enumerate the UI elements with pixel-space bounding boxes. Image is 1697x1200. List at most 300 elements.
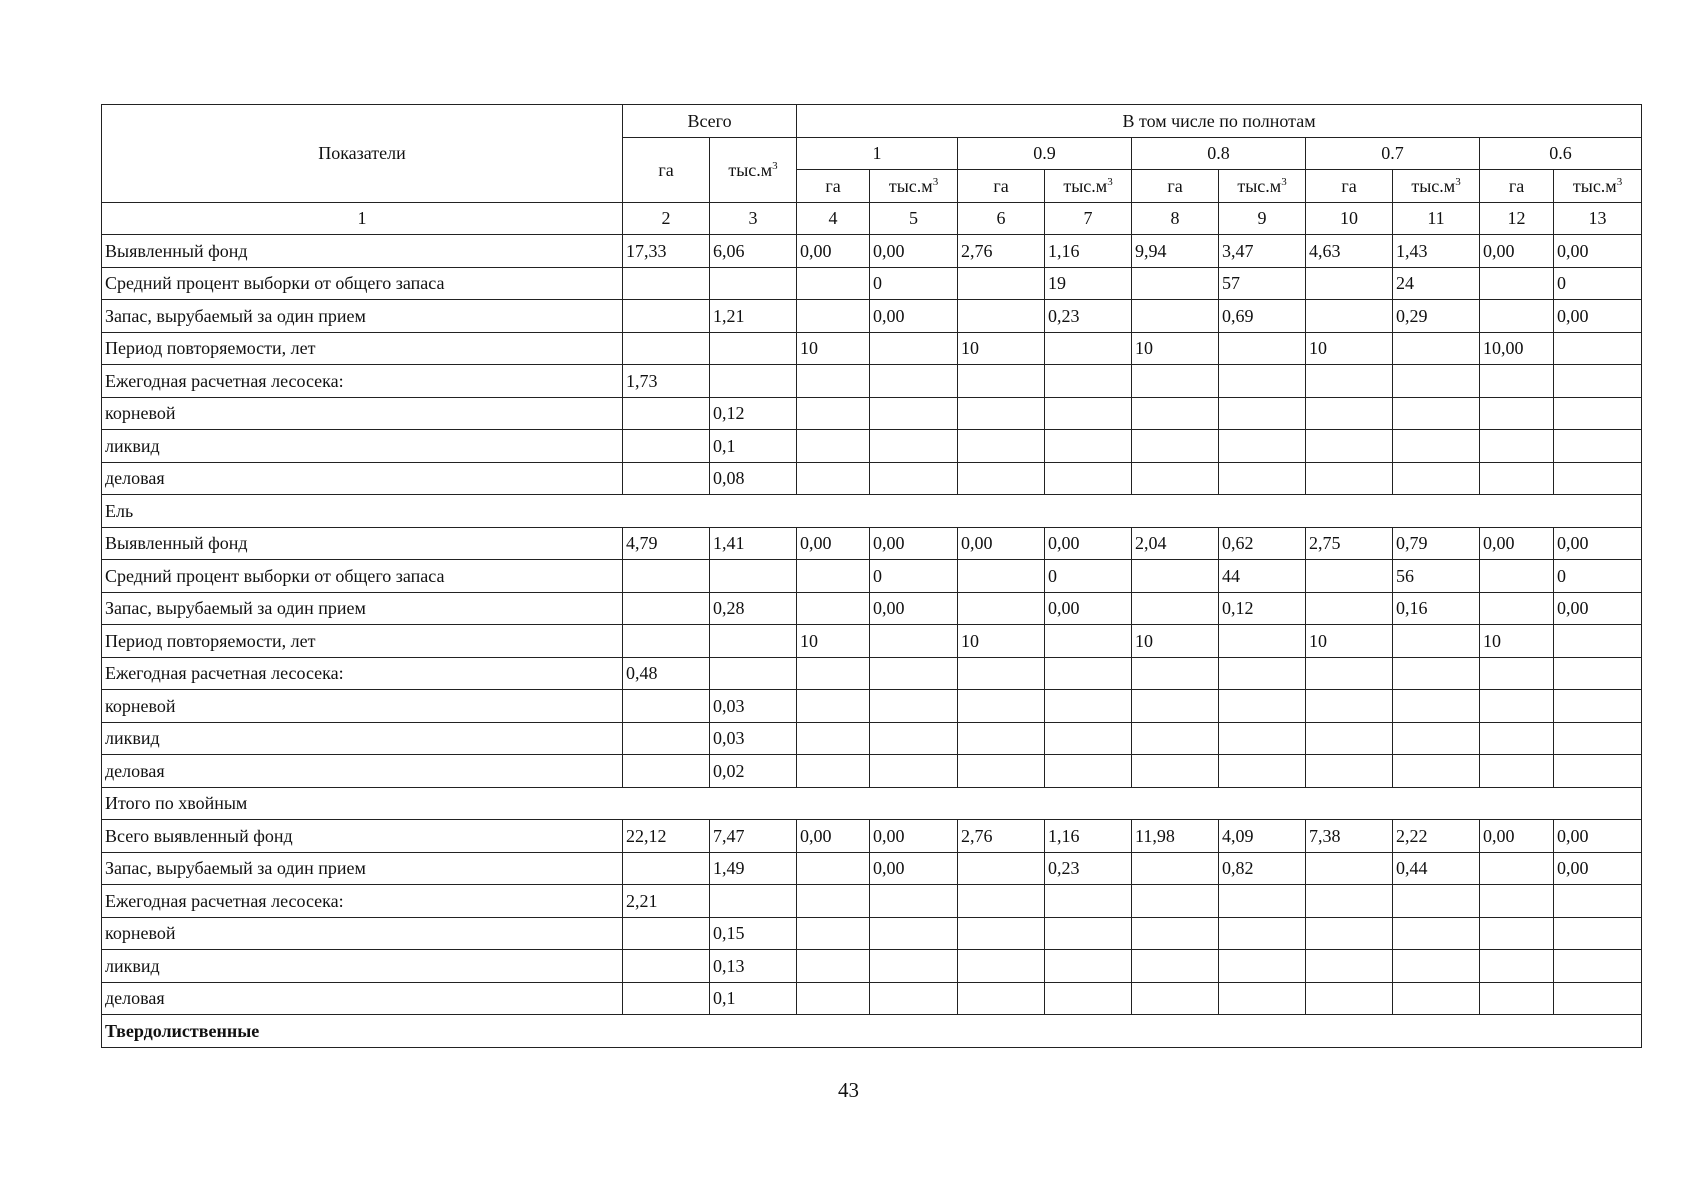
table-row	[102, 820, 1642, 853]
table-cell: 0,23	[1045, 852, 1132, 885]
table-cell: 3,47	[1219, 235, 1306, 268]
row-label: Выявленный фонд	[102, 235, 623, 268]
table-cell	[1306, 267, 1393, 300]
table-cell: 0,29	[1393, 300, 1480, 333]
header-density-0-6: 0.6	[1480, 137, 1642, 170]
table-row	[102, 657, 1642, 690]
table-cell	[623, 722, 710, 755]
table-cell	[797, 885, 870, 918]
table-cell	[797, 462, 870, 495]
table-cell	[870, 625, 958, 658]
table-cell: 10	[1306, 625, 1393, 658]
table-cell: 56	[1393, 560, 1480, 593]
header-density-1: 1	[797, 137, 958, 170]
table-cell	[1480, 722, 1554, 755]
table-cell	[1132, 657, 1219, 690]
table-cell	[623, 430, 710, 463]
table-cell	[958, 560, 1045, 593]
row-label: Запас, вырубаемый за один прием	[102, 852, 623, 885]
table-cell	[1554, 365, 1642, 398]
table-cell	[1480, 365, 1554, 398]
table-cell	[1393, 430, 1480, 463]
table-cell: 10	[1132, 625, 1219, 658]
table-cell	[1045, 430, 1132, 463]
row-label: Средний процент выборки от общего запаса	[102, 560, 623, 593]
section-row	[102, 787, 1642, 820]
table-cell: 0,03	[710, 722, 797, 755]
table-cell: 2,21	[623, 885, 710, 918]
table-cell	[1554, 755, 1642, 788]
table-cell	[623, 917, 710, 950]
table-cell	[623, 397, 710, 430]
table-cell	[1554, 657, 1642, 690]
table-cell	[1045, 365, 1132, 398]
table-cell	[1219, 462, 1306, 495]
table-cell: 0,00	[1554, 592, 1642, 625]
row-label: Средний процент выборки от общего запаса	[102, 267, 623, 300]
table-cell: 0,00	[870, 592, 958, 625]
table-cell	[958, 430, 1045, 463]
table-cell	[710, 625, 797, 658]
table-cell: 1,73	[623, 365, 710, 398]
column-number: 9	[1219, 202, 1306, 235]
table-cell	[623, 332, 710, 365]
row-label: Период повторяемости, лет	[102, 332, 623, 365]
table-cell	[1219, 365, 1306, 398]
table-cell: 2,75	[1306, 527, 1393, 560]
table-cell: 0,48	[623, 657, 710, 690]
table-cell: 0,13	[710, 950, 797, 983]
table-row	[102, 300, 1642, 333]
table-cell	[1219, 950, 1306, 983]
table-cell	[710, 332, 797, 365]
table-cell	[958, 690, 1045, 723]
table-cell	[797, 982, 870, 1015]
header-unit-vol: $тыс.м^3$	[1393, 170, 1480, 203]
header-unit-ha: га	[1480, 170, 1554, 203]
table-cell: 1,49	[710, 852, 797, 885]
table-cell: 11,98	[1132, 820, 1219, 853]
row-label: Ежегодная расчетная лесосека:	[102, 657, 623, 690]
table-cell	[623, 690, 710, 723]
forest-fund-table	[101, 104, 1642, 1048]
table-cell	[1480, 462, 1554, 495]
table-cell: 0,00	[1480, 235, 1554, 268]
table-cell	[623, 560, 710, 593]
table-cell	[1480, 950, 1554, 983]
table-cell	[797, 430, 870, 463]
table-cell	[958, 917, 1045, 950]
table-cell	[1554, 430, 1642, 463]
table-cell: 7,47	[710, 820, 797, 853]
table-cell	[797, 657, 870, 690]
row-label: деловая	[102, 982, 623, 1015]
table-cell	[1132, 397, 1219, 430]
table-cell	[870, 885, 958, 918]
table-cell	[1132, 950, 1219, 983]
table-cell	[710, 267, 797, 300]
table-row	[102, 527, 1642, 560]
table-cell	[1393, 462, 1480, 495]
table-cell	[797, 950, 870, 983]
table-cell	[958, 462, 1045, 495]
table-cell	[797, 755, 870, 788]
header-unit-vol: $тыс.м^3$	[1219, 170, 1306, 203]
table-cell: 0	[870, 560, 958, 593]
table-cell	[623, 592, 710, 625]
table-cell: 0,00	[870, 820, 958, 853]
table-cell	[1045, 917, 1132, 950]
table-cell: 1,43	[1393, 235, 1480, 268]
row-label: Запас, вырубаемый за один прием	[102, 592, 623, 625]
row-label: Период повторяемости, лет	[102, 625, 623, 658]
table-cell	[1306, 755, 1393, 788]
table-cell: 0,12	[710, 397, 797, 430]
table-cell	[1306, 365, 1393, 398]
table-cell: 0,1	[710, 982, 797, 1015]
table-cell	[1045, 690, 1132, 723]
table-cell	[870, 755, 958, 788]
table-cell	[1306, 462, 1393, 495]
header-total-vol: $тыс.м^3$	[710, 137, 797, 202]
table-row	[102, 722, 1642, 755]
table-cell: 0	[1045, 560, 1132, 593]
table-cell	[623, 982, 710, 1015]
table-cell: 10	[1132, 332, 1219, 365]
header-density-0-8: 0.8	[1132, 137, 1306, 170]
table-cell: 1,41	[710, 527, 797, 560]
table-cell	[1306, 885, 1393, 918]
table-cell	[623, 852, 710, 885]
table-cell	[1219, 917, 1306, 950]
table-cell	[710, 365, 797, 398]
table-cell	[1306, 592, 1393, 625]
table-cell	[1219, 657, 1306, 690]
table-cell	[1480, 755, 1554, 788]
table-cell	[1132, 267, 1219, 300]
table-cell	[1219, 722, 1306, 755]
header-total-ha: га	[623, 137, 710, 202]
table-cell: 0,00	[870, 852, 958, 885]
table-cell	[1554, 982, 1642, 1015]
table-cell	[1306, 430, 1393, 463]
table-cell	[1554, 722, 1642, 755]
table-cell	[1219, 755, 1306, 788]
table-cell: 0	[1554, 560, 1642, 593]
table-cell: 2,22	[1393, 820, 1480, 853]
table-cell	[1306, 300, 1393, 333]
table-cell: 0,00	[797, 235, 870, 268]
table-cell	[1554, 462, 1642, 495]
table-cell: 0	[1554, 267, 1642, 300]
table-cell	[797, 722, 870, 755]
table-cell	[1219, 430, 1306, 463]
table-cell	[870, 657, 958, 690]
table-cell	[797, 917, 870, 950]
table-cell	[1554, 950, 1642, 983]
table-cell: 10	[1306, 332, 1393, 365]
table-cell: 0,00	[1045, 592, 1132, 625]
table-cell	[1480, 300, 1554, 333]
table-cell	[1393, 365, 1480, 398]
table-cell	[797, 852, 870, 885]
table-cell	[797, 560, 870, 593]
table-cell	[1480, 852, 1554, 885]
table-cell	[797, 592, 870, 625]
table-cell	[1132, 690, 1219, 723]
table-cell	[1045, 657, 1132, 690]
table-cell	[1132, 852, 1219, 885]
table-cell	[1480, 267, 1554, 300]
table-cell	[1554, 885, 1642, 918]
table-cell	[1306, 950, 1393, 983]
table-cell: 0,82	[1219, 852, 1306, 885]
table-cell: 0,79	[1393, 527, 1480, 560]
section-row	[102, 495, 1642, 528]
section-row	[102, 1015, 1642, 1048]
column-number: 2	[623, 202, 710, 235]
table-cell	[1306, 397, 1393, 430]
table-cell: 0,44	[1393, 852, 1480, 885]
table-cell	[1132, 365, 1219, 398]
table-row	[102, 625, 1642, 658]
table-cell	[958, 885, 1045, 918]
header-unit-ha: га	[958, 170, 1045, 203]
table-cell	[958, 592, 1045, 625]
table-cell	[958, 852, 1045, 885]
table-row	[102, 365, 1642, 398]
table-cell	[1554, 917, 1642, 950]
row-label: корневой	[102, 690, 623, 723]
table-cell	[1132, 300, 1219, 333]
table-cell	[870, 397, 958, 430]
header-unit-vol: $тыс.м^3$	[1554, 170, 1642, 203]
table-row	[102, 267, 1642, 300]
table-cell	[870, 365, 958, 398]
table-cell	[623, 462, 710, 495]
table-cell: 2,76	[958, 235, 1045, 268]
table-cell: 10	[1480, 625, 1554, 658]
table-cell	[1045, 885, 1132, 918]
table-cell	[958, 657, 1045, 690]
table-cell	[797, 365, 870, 398]
table-cell: 0,00	[870, 235, 958, 268]
table-cell	[958, 982, 1045, 1015]
table-cell	[870, 690, 958, 723]
table-cell: 10	[797, 332, 870, 365]
table-cell	[1480, 657, 1554, 690]
row-label: ликвид	[102, 950, 623, 983]
table-cell	[1480, 592, 1554, 625]
table-cell: 0,00	[1045, 527, 1132, 560]
header-unit-ha: га	[1132, 170, 1219, 203]
table-row	[102, 982, 1642, 1015]
table-cell: 7,38	[1306, 820, 1393, 853]
table-cell: 0	[870, 267, 958, 300]
table-cell: 22,12	[623, 820, 710, 853]
table-cell: 0,00	[958, 527, 1045, 560]
table-cell: 24	[1393, 267, 1480, 300]
header-unit-ha: га	[1306, 170, 1393, 203]
table-cell: 4,09	[1219, 820, 1306, 853]
table-cell	[1306, 852, 1393, 885]
column-number: 12	[1480, 202, 1554, 235]
table-cell: 0,62	[1219, 527, 1306, 560]
row-label: корневой	[102, 397, 623, 430]
table-cell: 10	[958, 625, 1045, 658]
row-label: корневой	[102, 917, 623, 950]
table-cell: 1,21	[710, 300, 797, 333]
table-cell	[1393, 690, 1480, 723]
table-cell	[958, 397, 1045, 430]
row-label: Выявленный фонд	[102, 527, 623, 560]
table-cell	[870, 722, 958, 755]
header-indicators: Показатели	[102, 105, 623, 203]
page-number: 43	[838, 1078, 859, 1102]
table-cell	[1306, 690, 1393, 723]
header-density-0-7: 0.7	[1306, 137, 1480, 170]
table-cell	[1393, 722, 1480, 755]
table-cell: 2,76	[958, 820, 1045, 853]
table-cell	[1045, 722, 1132, 755]
table-cell: 4,79	[623, 527, 710, 560]
table-cell: 0,12	[1219, 592, 1306, 625]
table-cell	[1554, 397, 1642, 430]
table-cell: 0,00	[797, 820, 870, 853]
table-cell	[1393, 950, 1480, 983]
table-cell	[1554, 625, 1642, 658]
table-cell	[870, 950, 958, 983]
table-cell	[1045, 332, 1132, 365]
table-cell	[1306, 657, 1393, 690]
column-number: 5	[870, 202, 958, 235]
table-cell: 44	[1219, 560, 1306, 593]
table-row	[102, 560, 1642, 593]
table-cell: 0,23	[1045, 300, 1132, 333]
table-row	[102, 332, 1642, 365]
column-number: 3	[710, 202, 797, 235]
table-row	[102, 430, 1642, 463]
header-unit-vol: $тыс.м^3$	[1045, 170, 1132, 203]
table-cell	[1045, 462, 1132, 495]
table-cell	[1554, 690, 1642, 723]
table-cell	[958, 365, 1045, 398]
table-cell	[797, 300, 870, 333]
column-number: 1	[102, 202, 623, 235]
table-cell	[1393, 332, 1480, 365]
table-cell	[1132, 885, 1219, 918]
table-row	[102, 885, 1642, 918]
table-cell	[870, 462, 958, 495]
column-number: 11	[1393, 202, 1480, 235]
table-cell	[870, 332, 958, 365]
table-cell: 4,63	[1306, 235, 1393, 268]
table-cell	[1219, 885, 1306, 918]
table-cell	[1554, 332, 1642, 365]
table-cell	[958, 722, 1045, 755]
row-label: Ежегодная расчетная лесосека:	[102, 365, 623, 398]
table-cell	[623, 950, 710, 983]
table-row	[102, 397, 1642, 430]
table-cell	[710, 885, 797, 918]
table-cell: 0,00	[870, 300, 958, 333]
table-cell: 0,00	[1554, 820, 1642, 853]
table-cell	[1045, 625, 1132, 658]
header-density-0-9: 0.9	[958, 137, 1132, 170]
row-label: Ежегодная расчетная лесосека:	[102, 885, 623, 918]
table-cell	[1306, 560, 1393, 593]
column-number: 10	[1306, 202, 1393, 235]
table-row	[102, 690, 1642, 723]
table-cell: 0,00	[1480, 527, 1554, 560]
header-total: Всего	[623, 105, 797, 138]
table-cell	[1393, 397, 1480, 430]
table-cell	[870, 917, 958, 950]
table-cell: 10	[797, 625, 870, 658]
table-cell	[958, 755, 1045, 788]
table-cell	[623, 300, 710, 333]
table-cell: 0,00	[1480, 820, 1554, 853]
table-cell: 0,16	[1393, 592, 1480, 625]
table-cell	[1480, 917, 1554, 950]
table-cell	[958, 267, 1045, 300]
table-cell	[1306, 722, 1393, 755]
table-row	[102, 235, 1642, 268]
header-column-numbers-row	[102, 202, 1642, 235]
header-unit-ha: га	[797, 170, 870, 203]
table-row	[102, 917, 1642, 950]
table-cell	[1306, 982, 1393, 1015]
table-cell	[797, 690, 870, 723]
table-cell	[1132, 917, 1219, 950]
table-cell	[1219, 332, 1306, 365]
table-cell: 0,69	[1219, 300, 1306, 333]
table-header	[102, 105, 1642, 235]
table-cell	[1393, 755, 1480, 788]
table-cell	[797, 397, 870, 430]
table-cell	[797, 267, 870, 300]
table-cell: 0,00	[1554, 527, 1642, 560]
table-cell	[1219, 982, 1306, 1015]
table-cell: 0,03	[710, 690, 797, 723]
table-row	[102, 852, 1642, 885]
table-cell	[1480, 885, 1554, 918]
table-cell: 0,00	[870, 527, 958, 560]
table-cell: 0,00	[1554, 235, 1642, 268]
table-cell	[1480, 560, 1554, 593]
column-number: 4	[797, 202, 870, 235]
row-label: деловая	[102, 755, 623, 788]
row-label: ликвид	[102, 430, 623, 463]
table-cell: 0,15	[710, 917, 797, 950]
table-cell	[1393, 885, 1480, 918]
table-cell	[1306, 917, 1393, 950]
table-cell: 0,02	[710, 755, 797, 788]
table-cell	[958, 950, 1045, 983]
table-row	[102, 755, 1642, 788]
table-cell: 0,00	[797, 527, 870, 560]
table-cell	[1132, 982, 1219, 1015]
table-cell	[623, 267, 710, 300]
table-cell	[1393, 982, 1480, 1015]
table-cell	[870, 430, 958, 463]
table-cell: 57	[1219, 267, 1306, 300]
table-cell: 19	[1045, 267, 1132, 300]
table-cell	[1045, 397, 1132, 430]
table-cell	[1480, 690, 1554, 723]
table-cell	[1219, 625, 1306, 658]
row-label: деловая	[102, 462, 623, 495]
